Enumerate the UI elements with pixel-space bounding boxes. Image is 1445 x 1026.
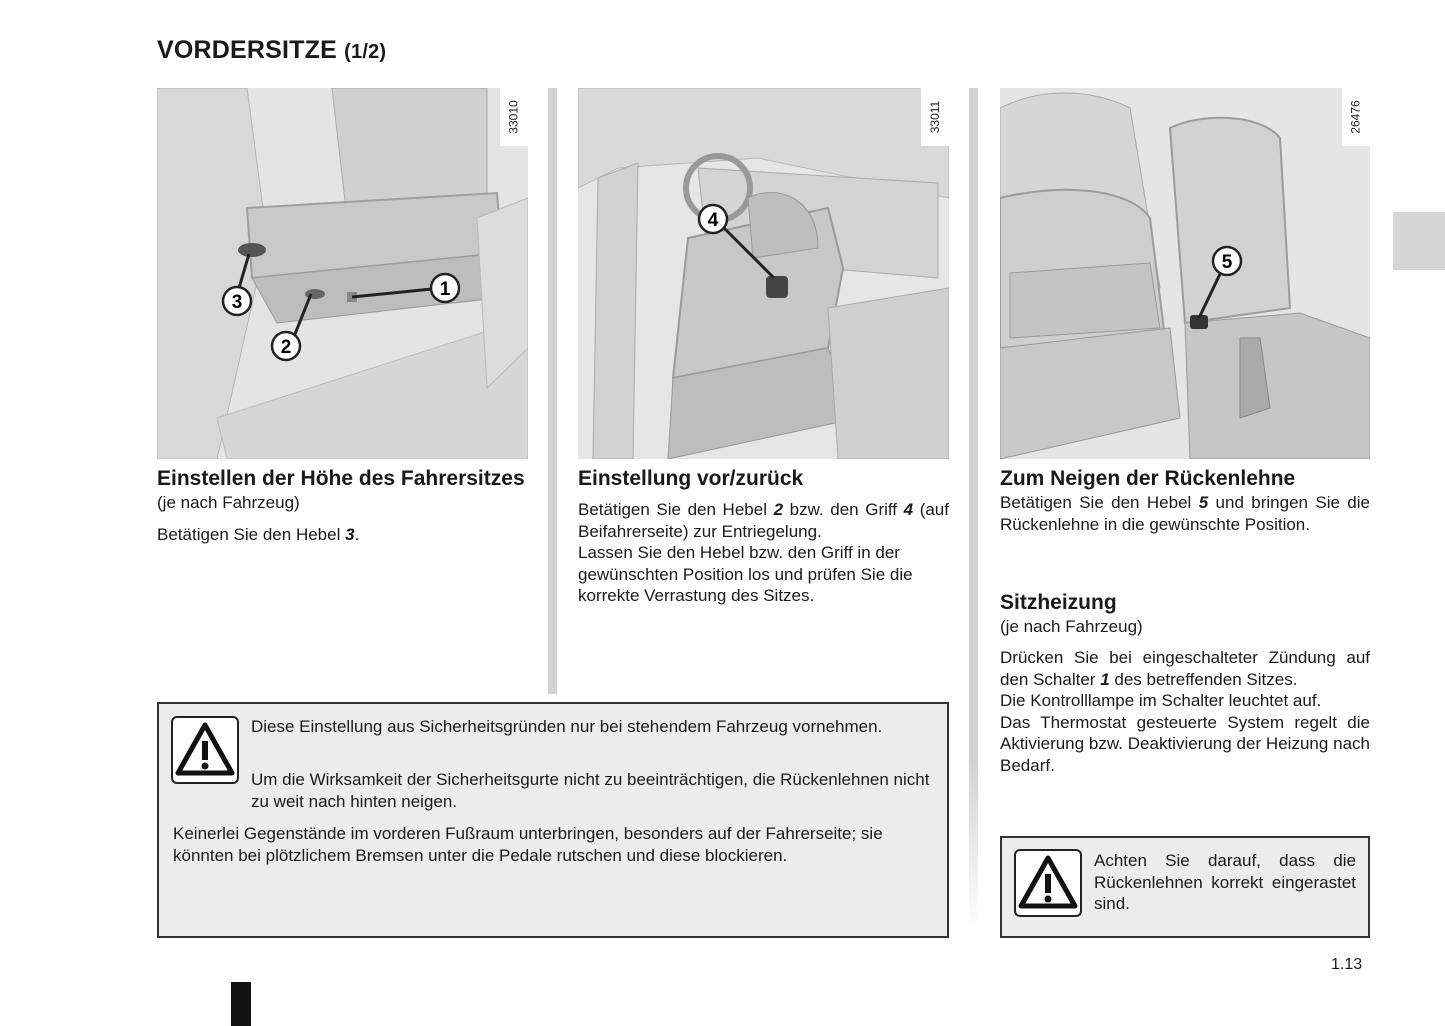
edge-marker <box>231 982 251 1026</box>
callout-2 <box>272 332 300 360</box>
section-recline <box>1000 466 1370 535</box>
section-text-2: Die Kontrolllampe im Schalter leuchtet auf. <box>1000 691 1322 710</box>
column-divider-left <box>548 88 557 694</box>
section-tab <box>1393 212 1445 270</box>
callout-1 <box>431 274 459 302</box>
section-heading: Sitzheizung <box>1000 591 1117 614</box>
section-heading: Einstellung vor/zurück <box>578 467 804 490</box>
callout-4 <box>699 205 727 233</box>
image-reference: 26476 <box>1342 88 1370 146</box>
seat-fore-aft-illustration <box>578 88 949 459</box>
page-title-part: (1/2) <box>344 41 387 63</box>
svg-text:1: 1 <box>439 279 451 300</box>
section-heading: Zum Neigen der Rückenlehne <box>1000 467 1296 490</box>
page-title <box>157 36 386 65</box>
section-text: Betätigen Sie den Hebel 5 und bringen Sie die Rückenlehne in die gewünschte Position. <box>1000 493 1370 534</box>
warning-box-side <box>1000 836 1370 938</box>
section-text-2: Lassen Sie den Hebel bzw. den Griff in der gewünschten Position los und prüfen Sie die korrekte Verrastung des Sitzes. <box>578 543 913 605</box>
image-reference: 33010 <box>500 88 528 146</box>
section-fore-aft <box>578 466 949 607</box>
section-text: Drücken Sie bei eingeschalteter Zündung auf den Schalter 1 des betreffenden Sitzes. <box>1000 648 1370 689</box>
section-seat-height <box>157 466 528 546</box>
warning-text-2: Um die Wirksamkeit der Sicherheitsgurte nicht zu beeinträchtigen, die Rückenlehnen nicht zu weit nach hinten neigen. <box>251 770 930 811</box>
warning-text-1: Achten Sie darauf, dass die Rückenlehnen korrekt eingerastet sind. <box>1094 851 1356 913</box>
warning-text-1: Diese Einstellung aus Sicherheitsgründen nur bei stehendem Fahrzeug vornehmen. <box>251 717 883 736</box>
section-text-3: Das Thermostat gesteuerte System regelt die Aktivierung bzw. Deaktivierung der Heizung nach Bedarf. <box>1000 712 1370 775</box>
warning-triangle-icon <box>1014 849 1082 917</box>
svg-text:2: 2 <box>280 337 292 358</box>
warning-text-3: Keinerlei Gegenstände im vorderen Fußraum unterbringen, besonders auf der Fahrerseite; sie könnten bei plötzlichem Bremsen unter die Pedale rutschen und diese blockieren. <box>173 824 883 865</box>
seat-fore-aft-drawing <box>578 88 949 459</box>
section-text: Betätigen Sie den Hebel 2 bzw. den Griff 4 (auf Beifahrerseite) zur Entriegelung. <box>578 500 949 541</box>
column-divider-right <box>969 88 978 928</box>
callout-5 <box>1213 247 1241 275</box>
seat-height-illustration <box>157 88 528 459</box>
svg-text:5: 5 <box>1221 252 1233 273</box>
warning-box-main <box>157 702 949 938</box>
callout-3 <box>223 287 251 315</box>
section-note: (je nach Fahrzeug) <box>1000 617 1143 636</box>
image-reference: 33011 <box>921 88 949 146</box>
svg-text:4: 4 <box>707 210 719 231</box>
svg-text:3: 3 <box>231 292 243 313</box>
seat-height-drawing <box>157 88 528 459</box>
section-seat-heating <box>1000 590 1370 776</box>
warning-triangle-icon <box>171 716 239 784</box>
section-note: (je nach Fahrzeug) <box>157 493 300 512</box>
page-title-text: VORDERSITZE <box>157 36 337 64</box>
seat-recline-illustration <box>1000 88 1370 459</box>
page-number: 1.13 <box>1331 956 1363 973</box>
section-heading: Einstellen der Höhe des Fahrersitzes <box>157 467 525 490</box>
seat-recline-drawing <box>1000 88 1370 459</box>
section-text: Betätigen Sie den Hebel 3. <box>157 525 360 544</box>
